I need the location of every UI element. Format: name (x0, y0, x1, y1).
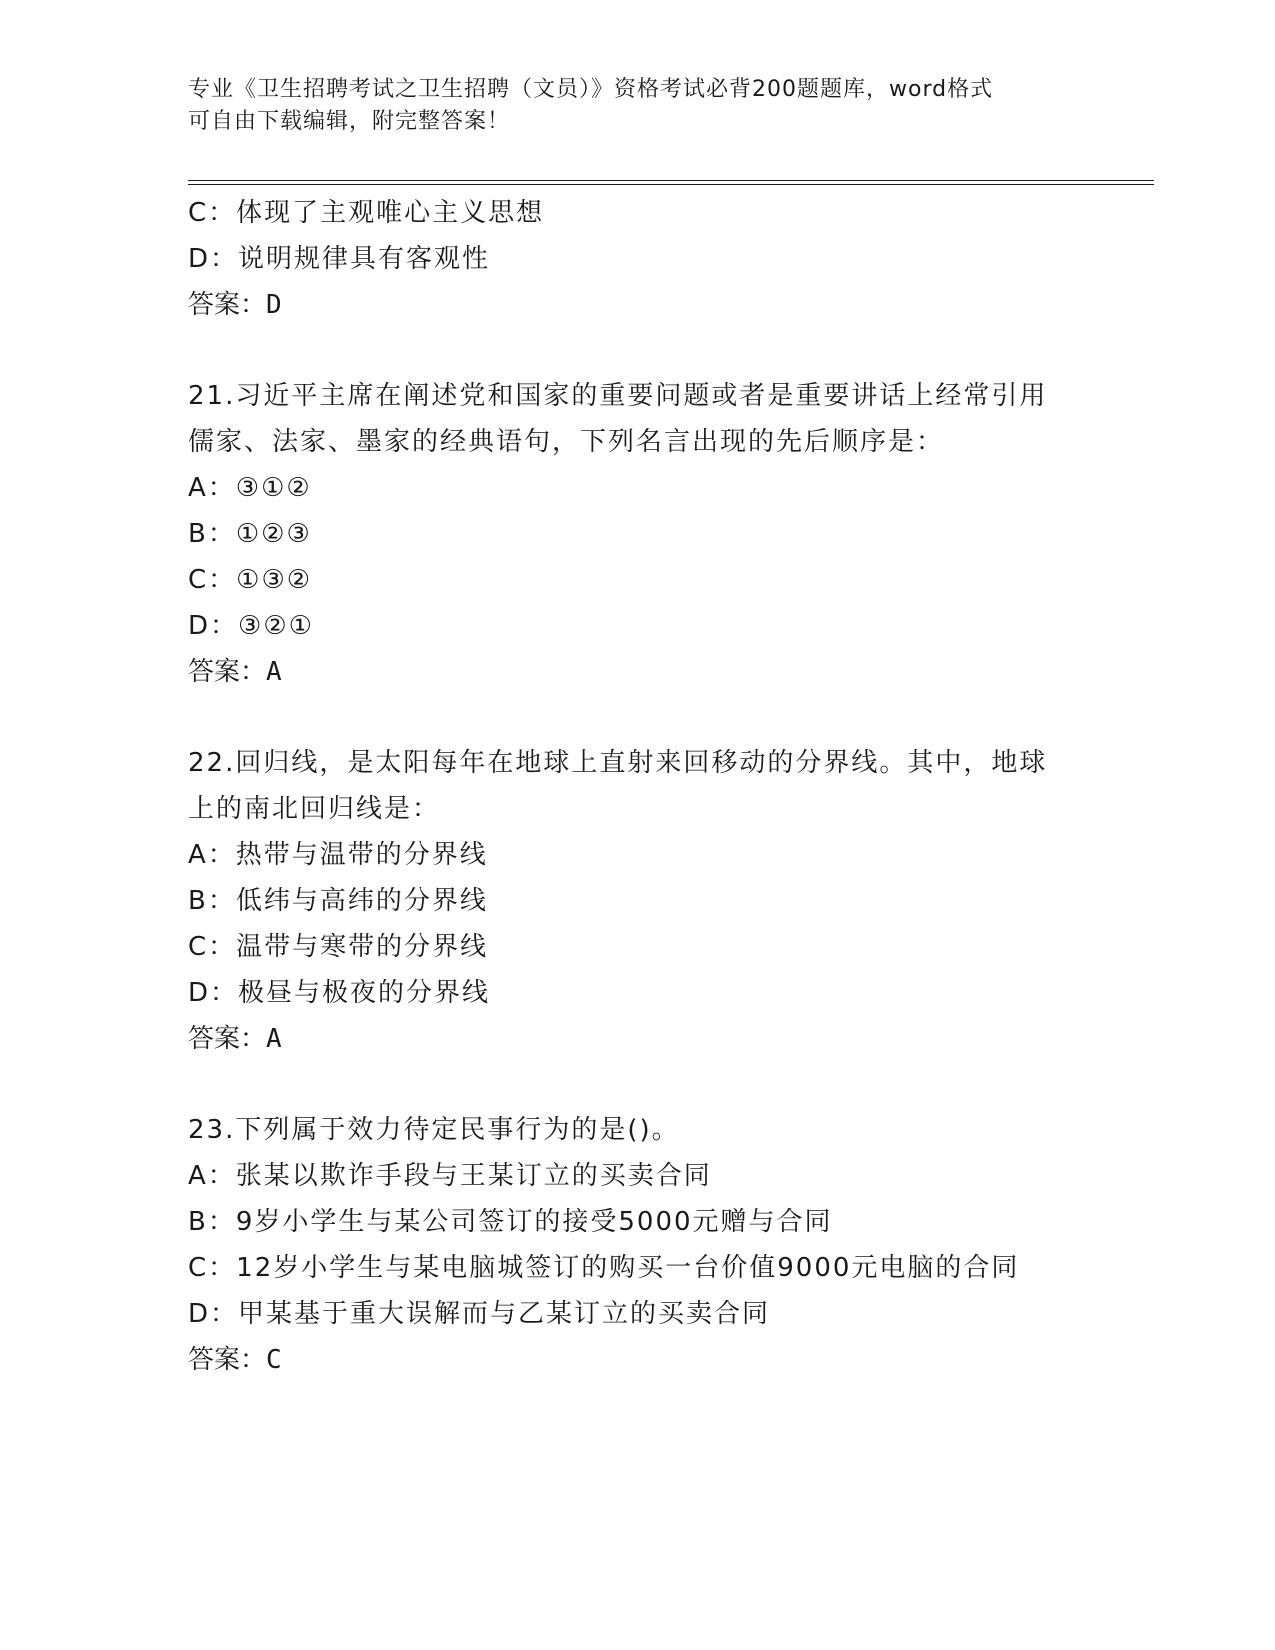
question-stem: 22.回归线，是太阳每年在地球上直射来回移动的分界线。其中，地球 (188, 748, 1048, 778)
option-a: A：热带与温带的分界线 (188, 840, 488, 870)
option-c: C：温带与寒带的分界线 (188, 932, 489, 962)
option-c: C：①③② (188, 565, 313, 595)
question-list (188, 190, 1088, 1383)
header-divider (188, 180, 1154, 185)
answer-line: 答案：D (188, 290, 282, 320)
header-title-line-1: 专业《卫生招聘考试之卫生招聘（文员）》资格考试必背200题题库，word格式 (188, 77, 994, 102)
question-20-continued (188, 190, 1088, 328)
question-21 (188, 373, 1088, 695)
question-23 (188, 1107, 1088, 1383)
option-b: B：①②③ (188, 519, 312, 549)
question-stem: 23.下列属于效力待定民事行为的是()。 (188, 1115, 680, 1145)
document-header (188, 74, 1088, 138)
option-d: D：③②① (188, 611, 314, 641)
spacer (188, 1062, 1088, 1107)
option-c: C：12岁小学生与某电脑城签订的购买一台价值9000元电脑的合同 (188, 1253, 1020, 1283)
option-d: D：甲某基于重大误解而与乙某订立的买卖合同 (188, 1299, 771, 1329)
option-d: D：极昼与极夜的分界线 (188, 978, 491, 1008)
question-stem: 21.习近平主席在阐述党和国家的重要问题或者是重要讲话上经常引用 (188, 381, 1048, 411)
option-c: C：体现了主观唯心主义思想 (188, 198, 545, 228)
option-a: A：张某以欺诈手段与王某订立的买卖合同 (188, 1161, 712, 1191)
answer-line: 答案：A (188, 657, 282, 687)
option-b: B：低纬与高纬的分界线 (188, 886, 488, 916)
question-stem-continued: 儒家、法家、墨家的经典语句，下列名言出现的先后顺序是： (188, 427, 945, 457)
answer-line: 答案：C (188, 1345, 282, 1375)
spacer (188, 328, 1088, 373)
option-b: B：9岁小学生与某公司签订的接受5000元赠与合同 (188, 1207, 833, 1237)
question-stem-continued: 上的南北回归线是： (188, 794, 441, 824)
answer-line: 答案：A (188, 1024, 282, 1054)
spacer (188, 695, 1088, 740)
option-d: D：说明规律具有客观性 (188, 244, 491, 274)
question-22 (188, 740, 1088, 1062)
option-a: A：③①② (188, 473, 312, 503)
header-title-line-2: 可自由下载编辑，附完整答案！ (188, 109, 511, 134)
